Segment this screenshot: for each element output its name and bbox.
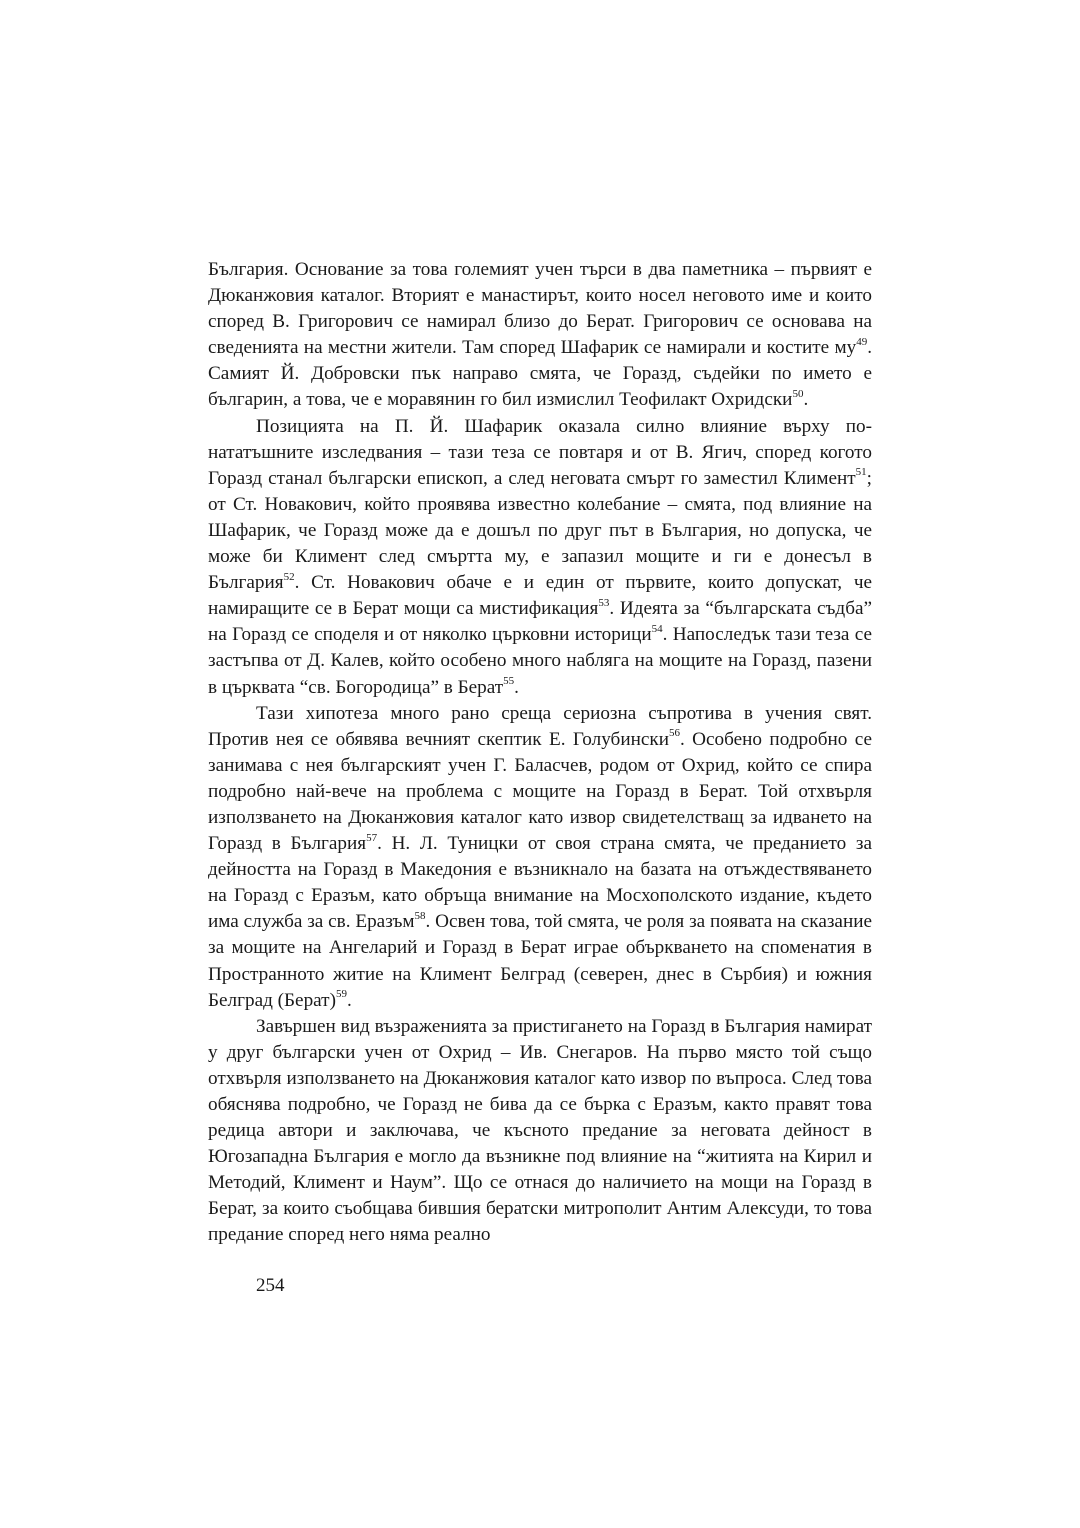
text-run: . Особено подробно се занимава с нея българският учен Г. Баласчев, родом от Охрид, който се спира подробно най-вече на проблема с мощите на Горазд в Берат. Той отхвърля използването на Дюканжовия каталог като извор свидетелстващ за идването на Горазд в България [208, 728, 872, 855]
text-run: Тази хипотеза много рано среща сериозна съпротива в учения свят. Против нея се обявява вечният скептик Е. Голубински [208, 702, 872, 750]
text-run: . Освен това, той смята, че роля за появата на сказание за мощите на Ангеларий и Горазд в Берат играе объркването на споменатия в Пространното житие на Климент Белград (северен, днес в Сърбия) и южния Белград (Берат) [208, 911, 873, 1011]
text-run: Позицията на П. Й. Шафарик оказала силно влияние върху по-нататъшните изследвания – тази теза се повтаря и от В. Ягич, според когото Горазд станал български епископ, а след неговата смърт го заместил Климент [208, 415, 872, 489]
footnote-ref: 49 [856, 335, 868, 348]
text-run: ; от Ст. Новакович, който проявява известно колебание – смята, под влияние на Шафарик, че Горазд може да е дошъл по друг път в България, но допуска, че може би Климент след смъртта му, е запазил мощите и ги е донесъл в България [208, 467, 872, 594]
text-run: . Напоследък тази теза се застъпва от Д. Калев, който особено много набляга на мощите на Горазд, пазени в църквата “св. Богородица” в Берат [208, 624, 872, 698]
paragraph-2 [208, 414, 872, 701]
text-run: . [346, 989, 352, 1011]
footnote-ref: 59 [335, 988, 347, 1001]
footnote-ref: 58 [414, 909, 426, 922]
footnote-ref: 51 [855, 466, 867, 479]
footnote-ref: 57 [366, 831, 378, 844]
text-run: . Н. Л. Туницки от своя страна смята, че преданието за дейността на Горазд в Македония е възникнало на базата на отъждествяването на Горазд с Еразъм, като обръща внимание на Мосхополското издание, където има служба за св. Еразъм [208, 833, 872, 933]
paragraph-4 [208, 1014, 872, 1249]
text-run: . [514, 676, 519, 698]
text-run: . Ст. Новакович обаче е и един от първите, които допускат, че намиращите се в Берат мощи са мистификация [208, 572, 872, 620]
page-number: 254 [256, 1275, 285, 1296]
footnote-ref: 52 [283, 570, 295, 583]
footnote-ref: 53 [598, 596, 610, 609]
text-run: . Идеята за “българската съдба” на Горазд се споделя и от няколко църковни историци [208, 598, 872, 646]
text-run: Завършен вид възраженията за пристигането на Горазд в България намират у друг български учен от Охрид – Ив. Снегаров. На първо място той също отхвърля използването на Дюканжовия каталог като извор по въпроса. След това обяснява подробно, че Горазд не бива да се бърка с Еразъм, както правят това редица автори и заключава, че късното предание за неговата дейност в Югозападна България е могло да възникне под влияние на “житията на Кирил и Методий, Климент и Наум”. Що се отнася до наличието на мощи на Горазд в Берат, за които съобщава бившия бератски митрополит Антим Алексуди, то това предание според него няма реално [208, 1015, 872, 1246]
footnote-ref: 55 [503, 675, 515, 688]
body-text [208, 257, 872, 1249]
footnote-ref: 56 [668, 727, 680, 740]
text-run: България. Основание за това големият учен търси в два паметника – първият е Дюканжовия каталог. Вторият е манастирът, които носел неговото име и които според В. Григорович се намирал близо до Берат. Григорович се основава на сведенията на местни жители. Там според Шафарик се намирали и костите му [208, 259, 872, 359]
paragraph-1 [208, 257, 872, 414]
text-run: . [803, 389, 809, 411]
paragraph-3 [208, 701, 872, 1014]
footnote-ref: 50 [792, 388, 804, 401]
text-run: . Самият Й. Добровски пък направо смята, че Горазд, съдейки по името е българин, а това, че е моравянин го бил измислил Теофилакт Охридски [208, 337, 872, 411]
footnote-ref: 54 [651, 622, 663, 635]
